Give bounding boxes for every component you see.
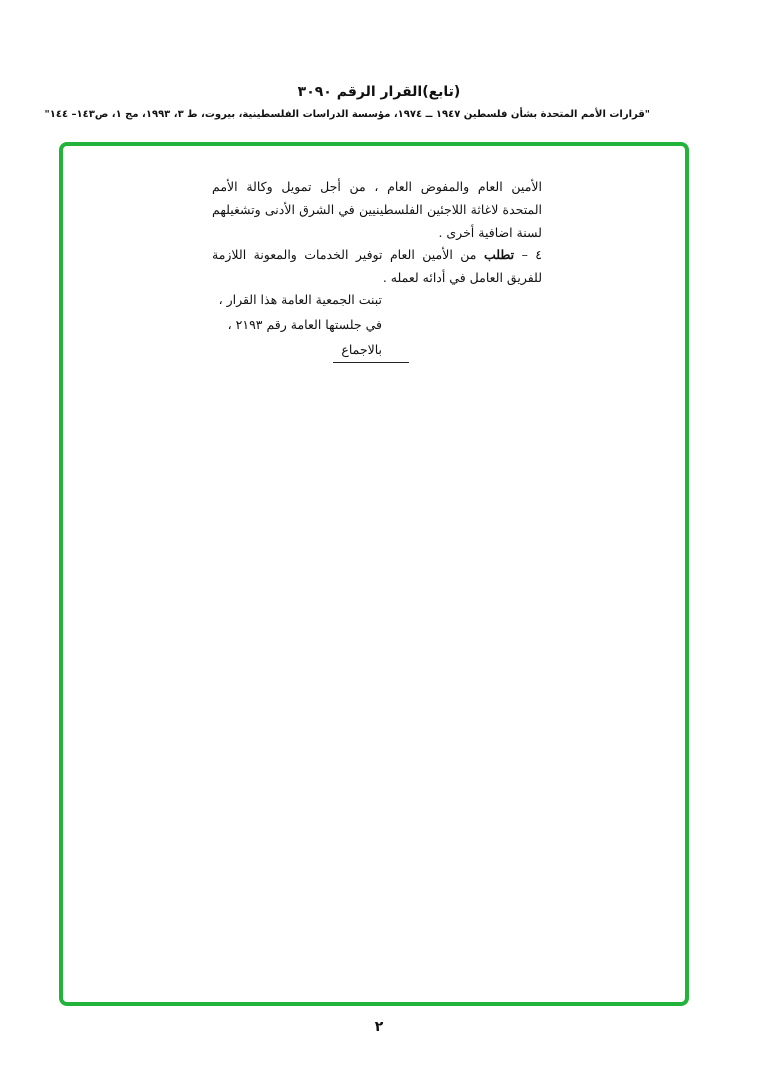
paragraph-4-text: من الأمين العام توفير الخدمات والمعونة اللازمة للفريق العامل في أدائه لعمله . bbox=[212, 247, 542, 285]
paragraph-4-lead-verb: تطلب bbox=[483, 247, 515, 262]
paragraph-continuation: الأمين العام والمفوض العام ، من أجل تمويل وكالة الأمم المتحدة لاغاثة اللاجئين الفلسطينيين في الشرق الأدنى وتشغيلهم لسنة اضافية أخرى . bbox=[212, 179, 542, 240]
adoption-line-2: في جلستها العامة رقم ٢١٩٣ ، bbox=[227, 317, 382, 332]
signature-underline bbox=[333, 362, 409, 363]
page-number: ٢ bbox=[374, 1019, 384, 1035]
paragraph-4 bbox=[212, 243, 542, 289]
source-citation: "قرارات الأمم المتحدة بشأن فلسطين ١٩٤٧ ــ ١٩٧٤، مؤسسة الدراسات الفلسطينية، بيروت، ط ٣، ١٩٩٣، مج ١، ص١٤٣– ١٤٤" bbox=[44, 109, 650, 120]
adoption-block bbox=[200, 287, 382, 362]
page-title: (تابع)القرار الرقم ٣٠٩٠ bbox=[297, 84, 461, 100]
adoption-line-3: بالاجماع bbox=[341, 342, 382, 357]
adoption-line-1: تبنت الجمعية العامة هذا القرار ، bbox=[218, 292, 382, 307]
paragraph-4-number: ٤ – bbox=[521, 247, 542, 262]
